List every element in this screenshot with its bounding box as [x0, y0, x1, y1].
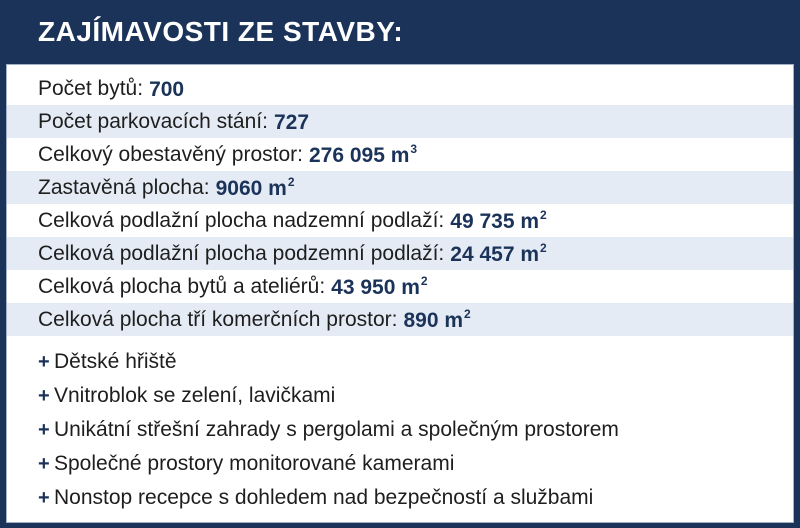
stat-row — [7, 72, 793, 105]
feature-item — [7, 379, 793, 413]
stat-row — [7, 237, 793, 270]
stat-label: Zastavěná plocha: — [38, 175, 210, 199]
content-panel — [6, 64, 794, 523]
stat-label: Celková plocha bytů a ateliérů: — [38, 274, 326, 298]
stat-row — [7, 270, 793, 303]
plus-icon: + — [38, 350, 50, 373]
section-divider — [7, 336, 793, 345]
stat-value: 727 — [273, 110, 310, 134]
stat-value: 49 735 $m^2$ — [450, 207, 547, 233]
stat-value: 700 — [149, 77, 185, 101]
stat-row — [7, 204, 793, 237]
plus-icon: + — [38, 452, 50, 475]
stat-label: Celková plocha tří komerčních prostor: — [38, 307, 398, 331]
feature-text: Dětské hřiště — [54, 350, 177, 373]
stat-label: Celkový obestavěný prostor: — [38, 142, 303, 166]
stat-value: 24 457 $m^2$ — [450, 240, 547, 266]
stat-label: Celková podlažní plocha nadzemní podlaží: — [38, 208, 445, 232]
stat-value: 9060 $m^2$ — [215, 174, 295, 200]
card-title: ZAJÍMAVOSTI ZE STAVBY: — [38, 16, 404, 47]
feature-item — [7, 413, 793, 447]
stat-value: 43 950 $m^2$ — [331, 273, 428, 299]
feature-text: Společné prostory monitorované kamerami — [54, 452, 455, 475]
plus-icon: + — [38, 486, 50, 509]
plus-icon: + — [38, 418, 50, 441]
stats-list — [7, 72, 793, 336]
stat-row — [7, 138, 793, 171]
feature-item — [7, 447, 793, 481]
stat-row — [7, 105, 793, 138]
stat-label: Počet parkovacích stání: — [38, 109, 268, 133]
stat-value: 890 $m^2$ — [403, 306, 471, 332]
stat-row — [7, 303, 793, 336]
feature-item — [7, 481, 793, 515]
feature-item — [7, 345, 793, 379]
stat-value: 276 095 $m^3$ — [308, 141, 418, 167]
feature-text: Nonstop recepce s dohledem nad bezpečností a službami — [54, 486, 594, 509]
stat-label: Celková podlažní plocha podzemní podlaží: — [38, 241, 445, 265]
stat-label: Počet bytů: — [38, 76, 144, 100]
plus-icon: + — [38, 384, 50, 407]
features-list — [7, 345, 793, 515]
stat-row — [7, 171, 793, 204]
feature-text: Vnitroblok se zelení, lavičkami — [54, 384, 336, 407]
feature-text: Unikátní střešní zahrady s pergolami a společným prostorem — [54, 418, 619, 441]
